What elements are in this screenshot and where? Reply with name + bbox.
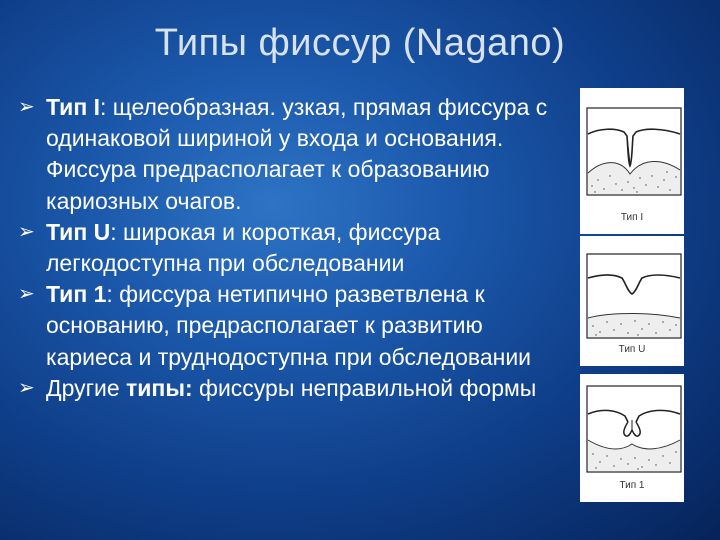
bullet-term: Тип I	[46, 94, 100, 120]
figure-label: Тип I	[620, 212, 644, 223]
bullet-text: фиссура нетипично разветвлена к основанию, предрасполагает к развитию кариеса и труднодоступна при обследовании	[46, 281, 532, 370]
bullet-separator: :	[106, 281, 120, 308]
bullet-term: Тип 1	[46, 281, 107, 308]
arrow-bullet-icon: ➢	[18, 220, 35, 243]
bullet-text: фиссуры неправильной формы	[192, 374, 537, 401]
arrow-bullet-icon: ➢	[18, 376, 35, 399]
figure-label: Тип U	[618, 344, 646, 355]
slide-title: Типы фиссур (Nagano)	[154, 22, 566, 64]
bullet-term: Тип U	[46, 218, 111, 245]
fissure-figure-type-1	[580, 374, 684, 502]
figure-label: Тип 1	[619, 480, 645, 491]
bullet-text: щелеобразная. узкая, прямая фиссура с одинаковой шириной у входа и основания. Фиссура предрасполагает к образованию кариозных очагов.	[46, 94, 548, 214]
arrow-bullet-icon: ➢	[18, 283, 35, 306]
bullet-prefix: Другие	[46, 374, 127, 401]
arrow-bullet-icon: ➢	[18, 96, 35, 118]
bullet-term: типы:	[126, 374, 193, 401]
fissure-figure-type-u	[580, 236, 684, 366]
bullet-text: широкая и короткая, фиссура легкодоступна при обследовании	[46, 218, 441, 277]
fissure-figure-type-i	[580, 88, 684, 234]
bullet-separator: :	[110, 218, 123, 245]
bullet-type-1	[18, 279, 566, 373]
bullet-separator: :	[100, 94, 113, 120]
bullet-type-i	[18, 92, 566, 217]
bullet-type-u	[18, 217, 566, 279]
bullet-other-types	[18, 373, 566, 404]
bullet-list	[18, 92, 566, 404]
